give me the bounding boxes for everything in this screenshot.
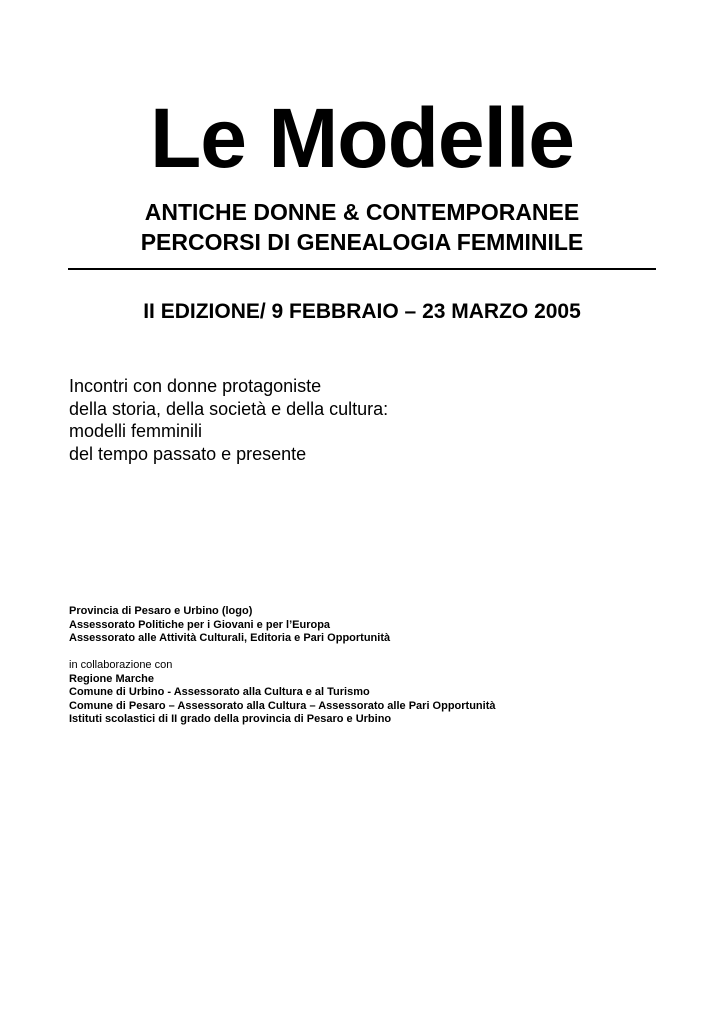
edition-dates: II EDIZIONE/ 9 FEBBRAIO – 23 MARZO 2005 [143,300,581,323]
collaborator-line: Istituti scolastici di II grado della provincia di Pesaro e Urbino [69,713,392,725]
intro-line: del tempo passato e presente [69,443,307,464]
collaborator-line: Comune di Pesaro – Assessorato alla Cultura – Assessorato alle Pari Opportunità [69,699,496,712]
organizer-line: Provincia di Pesaro e Urbino (logo) [69,605,253,617]
collaborator-line: Comune di Urbino - Assessorato alla Cultura e al Turismo [69,686,370,698]
document-title: Le Modelle [149,91,575,185]
intro-line: della storia, della società e della cultura: [69,398,389,419]
intro-line: Incontri con donne protagoniste [69,376,322,396]
organizer-line: Assessorato alle Attività Culturali, Editoria e Pari Opportunità [69,632,391,644]
organizer-line: Assessorato Politiche per i Giovani e per l’Europa [69,618,331,631]
spacer [69,646,669,660]
credits-block [69,605,669,727]
subtitle-line-1: ANTICHE DONNE & CONTEMPORANEE [144,199,580,225]
collaboration-label: in collaborazione con [69,659,173,671]
intro-paragraph [69,375,629,465]
subtitle-line-2: PERCORSI DI GENEALOGIA FEMMINILE [140,229,584,255]
intro-line: modelli femminili [69,421,203,441]
horizontal-divider [68,268,656,270]
collaborator-line: Regione Marche [69,672,154,685]
